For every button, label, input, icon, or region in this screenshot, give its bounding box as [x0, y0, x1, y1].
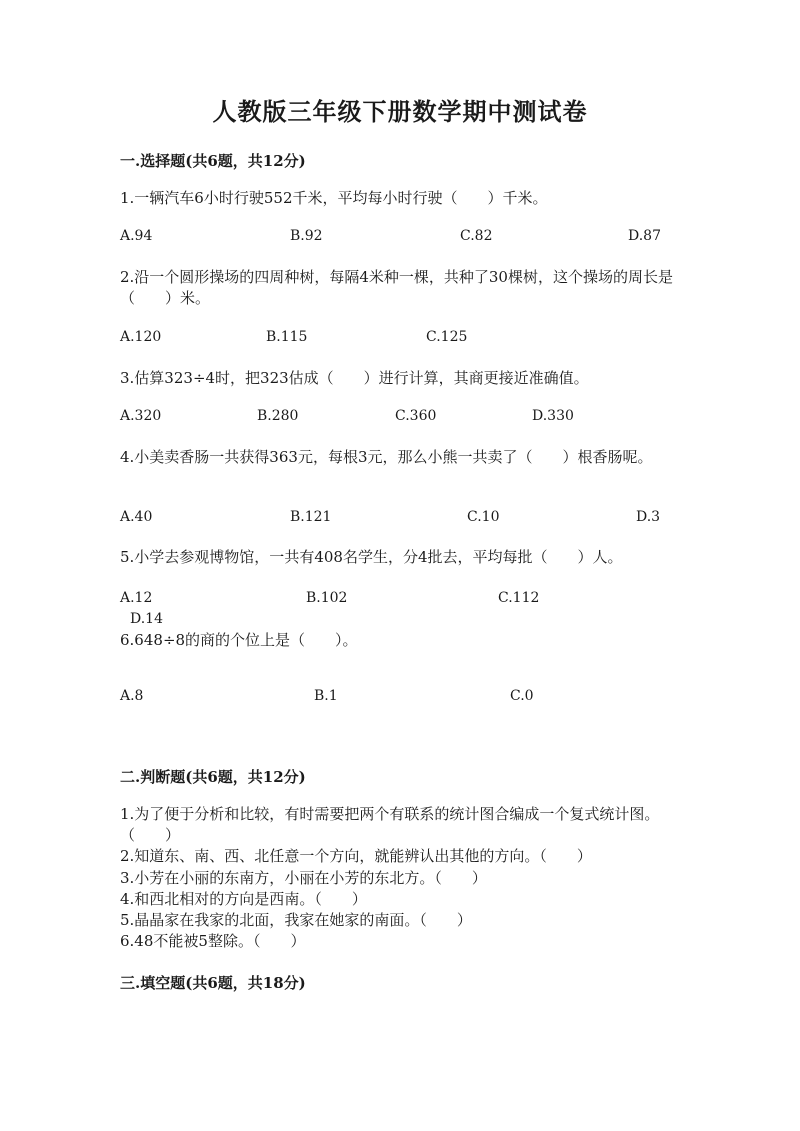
option-a: A.94: [120, 228, 153, 244]
option-d: D.3: [636, 509, 661, 525]
question-text: 4.小美卖香肠一共获得363元，每根3元，那么小熊一共卖了（ ）根香肠呢。: [120, 448, 653, 466]
section-heading-judge: 二.判断题(共6题，共12分): [120, 768, 306, 786]
option-d: D.87: [628, 228, 661, 244]
question-text: 1.一辆汽车6小时行驶552千米，平均每小时行驶（ ）千米。: [120, 189, 548, 207]
option-b: B.121: [290, 509, 332, 525]
page-title: 人教版三年级下册数学期中测试卷: [212, 97, 588, 126]
question-text: 6.648÷8的商的个位上是（ ）。: [120, 631, 358, 649]
judge-item: 6.48不能被5整除。（ ）: [120, 932, 306, 950]
option-d: D.14: [130, 611, 163, 627]
question-text: 5.小学去参观博物馆，一共有408名学生，分4批去，平均每批（ ）人。: [120, 548, 623, 566]
option-b: B.280: [257, 408, 299, 424]
option-a: A.40: [120, 509, 153, 525]
option-c: C.10: [467, 509, 500, 525]
option-a: A.8: [120, 688, 144, 704]
judge-item: 3.小芳在小丽的东南方，小丽在小芳的东北方。（ ）: [120, 869, 487, 887]
question-text: 3.估算323÷4时，把323估成（ ）进行计算，其商更接近准确值。: [120, 369, 589, 387]
judge-item: 2.知道东、南、西、北任意一个方向，就能辨认出其他的方向。（ ）: [120, 847, 592, 865]
option-c: C.125: [426, 329, 468, 345]
option-a: A.320: [120, 408, 162, 424]
option-b: B.102: [306, 590, 348, 606]
option-c: C.360: [395, 408, 437, 424]
option-c: C.0: [510, 688, 534, 704]
section-heading-fill: 三.填空题(共6题，共18分): [120, 974, 306, 992]
judge-item: 1.为了便于分析和比较，有时需要把两个有联系的统计图合编成一个复式统计图。（ ）: [120, 805, 660, 844]
judge-item: 5.晶晶家在我家的北面，我家在她家的南面。（ ）: [120, 911, 472, 929]
option-c: C.112: [498, 590, 540, 606]
judge-item: 4.和西北相对的方向是西南。（ ）: [120, 890, 367, 908]
option-a: A.12: [120, 590, 153, 606]
option-b: B.92: [290, 228, 323, 244]
option-c: C.82: [460, 228, 493, 244]
section-heading-choice: 一.选择题(共6题，共12分): [120, 152, 306, 170]
question-text: 2.沿一个圆形操场的四周种树，每隔4米种一棵，共种了30棵树，这个操场的周长是（ ）米。: [120, 268, 673, 307]
option-b: B.1: [314, 688, 338, 704]
option-d: D.330: [532, 408, 574, 424]
option-b: B.115: [266, 329, 308, 345]
option-a: A.120: [120, 329, 162, 345]
